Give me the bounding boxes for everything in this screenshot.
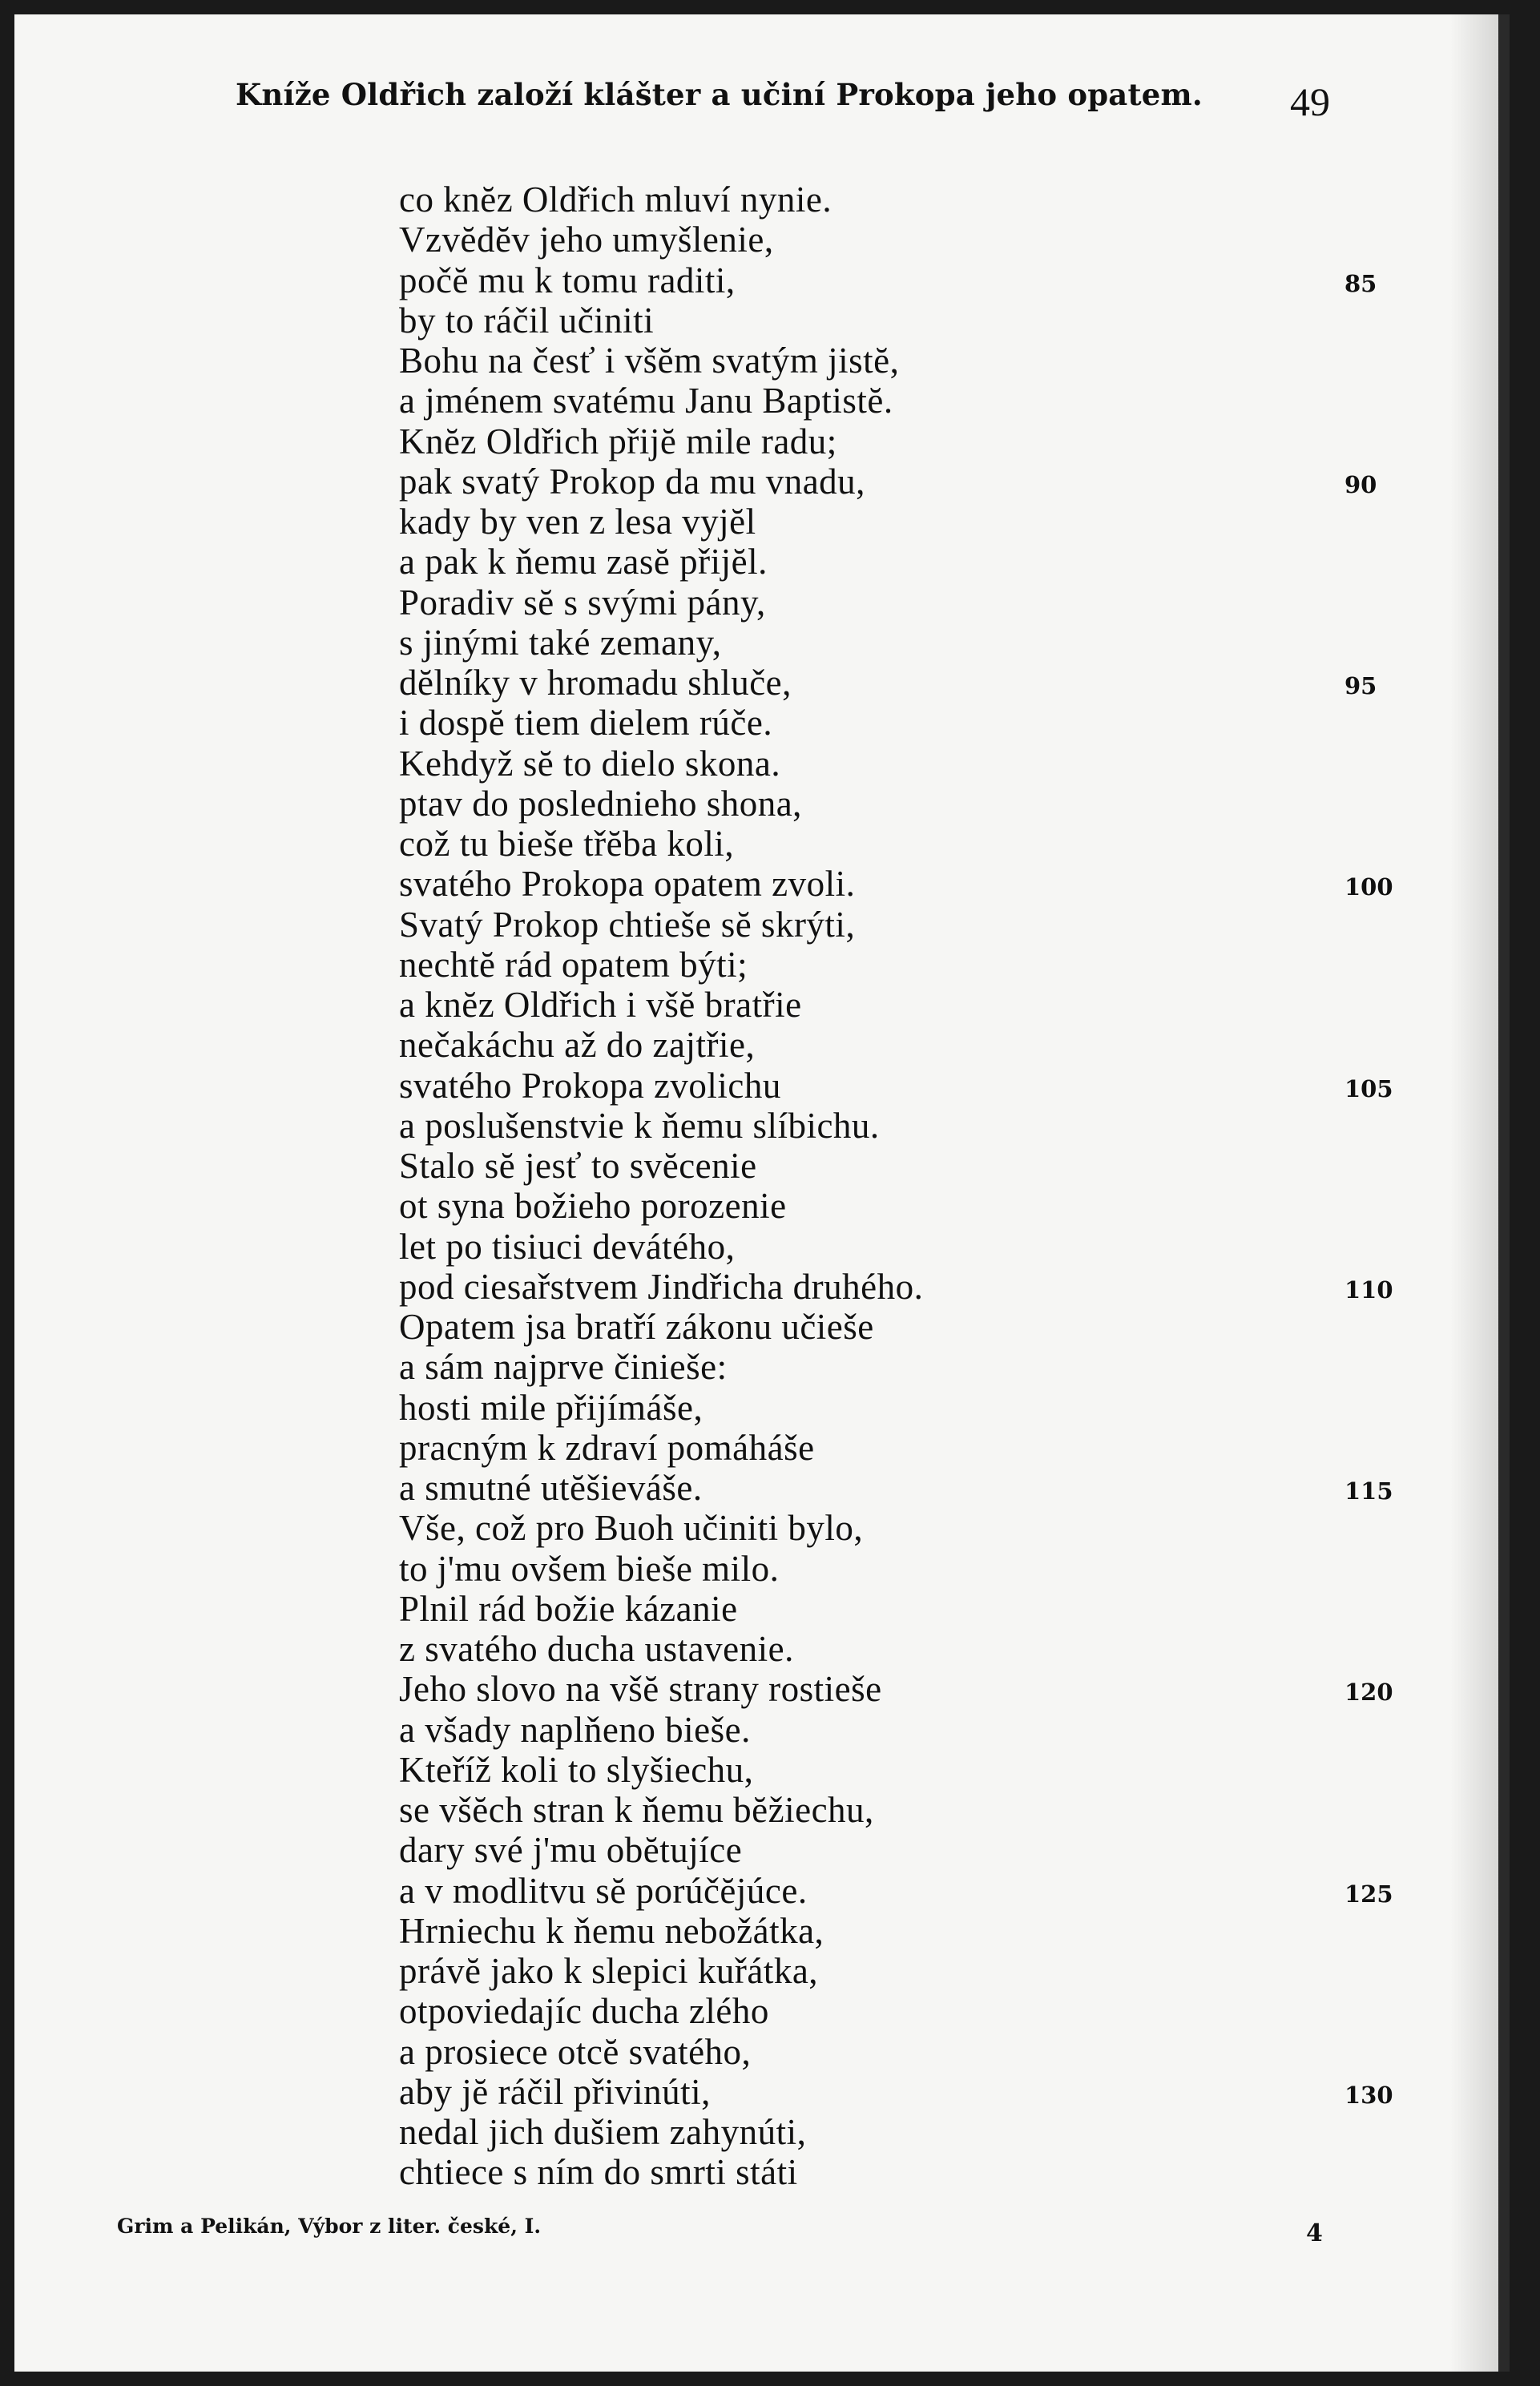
verse-line: a v modlitvu sĕ porúčĕjúce. — [399, 1870, 808, 1911]
verse-line: ot syna božieho porozenie — [399, 1186, 787, 1227]
verse-line: hosti mile přijímáše, — [399, 1387, 703, 1428]
verse-number: 105 — [1344, 1074, 1393, 1102]
verse-line: by to ráčil učiniti — [399, 300, 655, 341]
verse-number: 115 — [1344, 1477, 1393, 1505]
verse-line: a knĕz Oldřich i všĕ bratřie — [399, 985, 802, 1025]
verse-line: Jeho slovo na všĕ strany rostieše — [399, 1669, 882, 1710]
verse-line: a smutné utĕšieváše. — [399, 1468, 703, 1508]
verse-line: a jménem svatému Janu Baptistĕ. — [399, 381, 893, 421]
signature-mark: 4 — [1306, 2219, 1323, 2247]
verse-line: co knĕz Oldřich mluví nynie. — [399, 179, 832, 220]
verse-line: se všĕch stran k ňemu bĕžiechu, — [399, 1790, 874, 1830]
verse-line: dĕlníky v hromadu shluče, — [399, 663, 792, 703]
verse-line: kady by ven z lesa vyjĕl — [399, 502, 756, 542]
verse-number: 90 — [1344, 470, 1377, 498]
poem-text — [399, 179, 923, 2193]
verse-number: 110 — [1344, 1276, 1393, 1304]
verse-line: a sám najprve činieše: — [399, 1347, 728, 1388]
running-head: Kníže Oldřich založí klášter a učiní Prokopa jeho opatem. — [236, 77, 1203, 112]
verse-line: Kteříž koli to slyšiechu, — [399, 1749, 754, 1790]
verse-line: právĕ jako k slepici kuřátka, — [399, 1951, 819, 1991]
verse-line: ptav do poslednieho shona, — [399, 783, 802, 824]
verse-number: 95 — [1344, 672, 1377, 699]
verse-line: Hrniechu k ňemu nebožátka, — [399, 1910, 824, 1951]
verse-line: otpoviedajíc ducha zlého — [399, 1991, 769, 2032]
verse-line: pak svatý Prokop da mu vnadu, — [399, 461, 865, 502]
verse-line: pod ciesařstvem Jindřicha druhého. — [399, 1266, 924, 1307]
page-edge-shadow — [1450, 14, 1498, 2372]
verse-number: 130 — [1344, 2081, 1393, 2109]
verse-line: nečakáchu až do zajtřie, — [399, 1025, 756, 1066]
verse-line: let po tisiuci devátého, — [399, 1226, 736, 1267]
verse-line: Opatem jsa bratří zákonu učieše — [399, 1307, 874, 1347]
verse-line: a pak k ňemu zasĕ přijĕl. — [399, 542, 768, 582]
footer-note: Grim a Pelikán, Výbor z liter. české, I. — [117, 2215, 542, 2238]
verse-line: nedal jich dušiem zahynúti, — [399, 2112, 807, 2152]
verse-line: Vzvĕdĕv jeho umyšlenie, — [399, 220, 774, 260]
verse-number: 85 — [1344, 269, 1377, 297]
verse-line: počĕ mu k tomu raditi, — [399, 260, 736, 300]
verse-line: svatého Prokopa opatem zvoli. — [399, 864, 856, 905]
verse-line: dary své j'mu obĕtujíce — [399, 1830, 743, 1871]
verse-line: to j'mu ovšem bieše milo. — [399, 1548, 780, 1589]
verse-line: Stalo sĕ jesť to svĕcenie — [399, 1146, 757, 1186]
verse-line: z svatého ducha ustavenie. — [399, 1629, 794, 1669]
verse-line: Bohu na česť i všĕm svatým jistĕ, — [399, 341, 900, 381]
verse-line: Knĕz Oldřich přijĕ mile radu; — [399, 421, 837, 461]
verse-line: což tu bieše třĕba koli, — [399, 824, 735, 864]
verse-line: Svatý Prokop chtieše sĕ skrýti, — [399, 904, 856, 945]
verse-line: s jinými také zemany, — [399, 622, 722, 663]
verse-line: a poslušenstvie k ňemu slíbichu. — [399, 1105, 880, 1146]
verse-line: Plnil rád božie kázanie — [399, 1588, 738, 1629]
verse-number: 100 — [1344, 873, 1393, 901]
verse-line: Vše, což pro Buoh učiniti bylo, — [399, 1508, 864, 1549]
verse-line: Poradiv sĕ s svými pány, — [399, 582, 766, 623]
verse-number: 125 — [1344, 1880, 1393, 1908]
verse-line: nechtĕ rád opatem býti; — [399, 944, 748, 985]
verse-number: 120 — [1344, 1679, 1393, 1707]
book-page — [14, 14, 1510, 2372]
verse-line: Kehdyž sĕ to dielo skona. — [399, 743, 781, 784]
verse-line: svatého Prokopa zvolichu — [399, 1065, 781, 1106]
verse-line: pracným k zdraví pomáháše — [399, 1427, 815, 1468]
verse-line: chtiece s ním do smrti státi — [399, 2152, 798, 2193]
verse-line: a prosiece otcĕ svatého, — [399, 2031, 752, 2072]
verse-line: a všady naplňeno bieše. — [399, 1709, 751, 1750]
verse-line: i dospĕ tiem dielem rúče. — [399, 703, 773, 744]
verse-line: aby jĕ ráčil přivinúti, — [399, 2071, 711, 2112]
page-number: 49 — [1290, 79, 1330, 124]
